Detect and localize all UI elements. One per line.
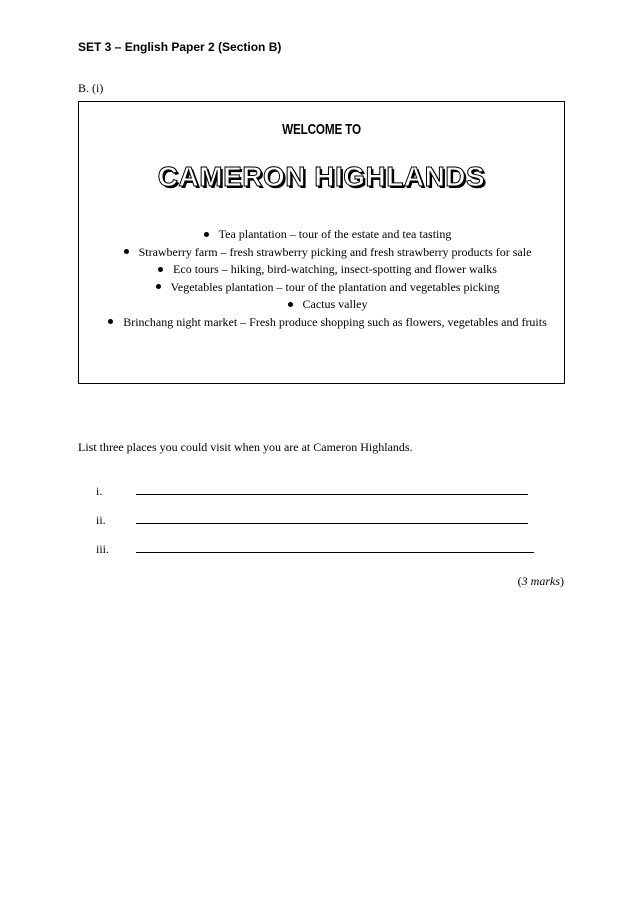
poster-box [78,101,565,384]
poster-welcome: WELCOME TO [282,121,361,138]
bullet-icon [158,267,163,272]
section-label: B. (i) [78,81,104,95]
question-text: List three places you could visit when you are at Cameron Highlands. [78,440,413,454]
page-header: SET 3 – English Paper 2 (Section B) [78,40,282,54]
list-item: Eco tours – hiking, bird-watching, insect-spotting and flower walks [101,261,554,279]
bullet-icon [204,232,209,237]
list-item: Strawberry farm – fresh strawberry picking and fresh strawberry products for sale [101,244,554,262]
answer-row-2 [96,513,528,528]
bullet-icon [108,319,113,324]
bullet-icon [124,249,129,254]
answer-line-2[interactable] [136,513,528,524]
answer-line-1[interactable] [136,484,528,495]
answer-number: ii. [96,513,106,527]
list-item: Vegetables plantation – tour of the plantation and vegetables picking [101,279,554,297]
answer-row-1 [96,484,528,499]
list-item: Cactus valley [101,296,554,314]
answer-number: i. [96,484,103,498]
answer-row-3 [96,542,534,557]
bullet-icon [156,284,161,289]
bullet-icon [288,302,293,307]
marks-label: (3 marks) [517,574,564,588]
list-item: Brinchang night market – Fresh produce shopping such as flowers, vegetables and fruits [101,314,554,332]
poster-title: CAMERON HIGHLANDS [157,161,486,192]
attractions-list [101,226,554,331]
answer-number: iii. [96,542,110,556]
answer-line-3[interactable] [136,542,534,553]
list-item: Tea plantation – tour of the estate and tea tasting [101,226,554,244]
marks-value: 3 marks [521,574,560,588]
